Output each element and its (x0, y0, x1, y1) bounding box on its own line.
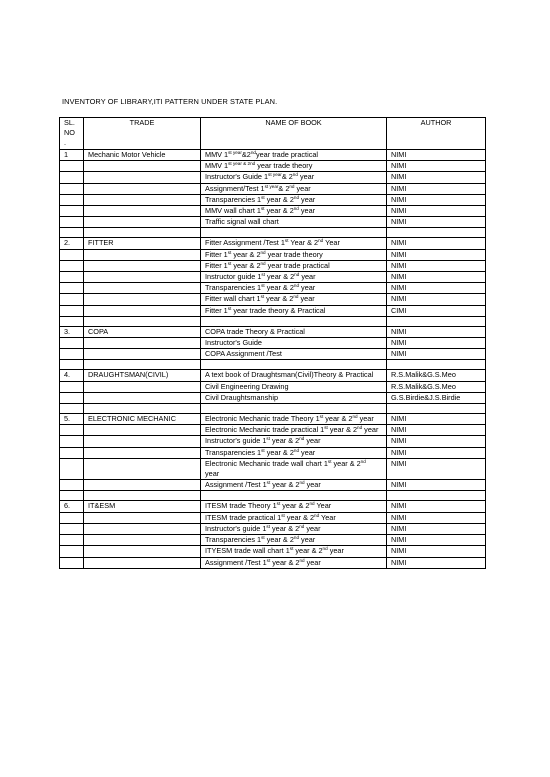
sl-no-cell (60, 260, 84, 271)
table-row (60, 458, 486, 479)
book-name-cell: ITESM trade Theory 1st year & 2nd Year (201, 501, 387, 512)
author-cell: NIMI (387, 217, 486, 228)
author-cell: NIMI (387, 194, 486, 205)
ordinal-superscript: st (227, 260, 232, 266)
trade-cell (84, 447, 201, 458)
sl-no-cell (60, 194, 84, 205)
book-name-cell: Transparencies 1st year & 2nd year (201, 194, 387, 205)
book-name-cell: Transparencies 1st year & 2nd year (201, 535, 387, 546)
spacer-cell (387, 360, 486, 370)
trade-cell (84, 557, 201, 568)
sl-no-cell (60, 283, 84, 294)
sl-no-cell (60, 523, 84, 534)
sl-no-cell (60, 381, 84, 392)
spacer-cell (84, 228, 201, 238)
ordinal-superscript: nd (360, 458, 366, 464)
spacer-cell (387, 404, 486, 414)
table-row (60, 546, 486, 557)
author-cell: CIMI (387, 305, 486, 316)
sl-no-cell (60, 272, 84, 283)
ordinal-superscript: nd (250, 150, 256, 155)
book-name-cell: Assignment /Test 1st year & 2nd year (201, 557, 387, 568)
header-author: AUTHOR (387, 118, 486, 150)
trade-cell (84, 260, 201, 271)
table-row (60, 150, 486, 161)
sl-no-cell (60, 480, 84, 491)
ordinal-superscript: nd (260, 260, 266, 266)
ordinal-superscript: st (327, 458, 332, 464)
ordinal-superscript: st year (228, 150, 242, 155)
ordinal-superscript: st year & 2nd (228, 161, 256, 167)
book-name-cell: MMV $1^{st year}\&2ndyear$ trade practical (201, 150, 387, 161)
sl-no-cell (60, 217, 84, 228)
trade-cell: ELECTRONIC MECHANIC (84, 414, 201, 425)
sl-no-cell (60, 447, 84, 458)
sl-no-cell (60, 535, 84, 546)
book-name-cell: Fitter wall chart 1st year & 2nd year (201, 294, 387, 305)
sl-no-cell (60, 249, 84, 260)
table-row (60, 272, 486, 283)
author-cell: NIMI (387, 523, 486, 534)
ordinal-superscript: st year (268, 172, 282, 178)
trade-cell (84, 305, 201, 316)
sl-no-cell (60, 392, 84, 403)
spacer-cell (60, 491, 84, 501)
table-row (60, 447, 486, 458)
trade-cell (84, 172, 201, 183)
spacer-cell (387, 491, 486, 501)
ordinal-superscript: nd (299, 557, 305, 563)
trade-cell (84, 349, 201, 360)
table-row (60, 238, 486, 249)
spacer-row (60, 491, 486, 501)
page-title: INVENTORY OF LIBRARY,ITI PATTERN UNDER STATE PLAN. (62, 97, 278, 106)
sl-no-cell (60, 172, 84, 183)
sl-no-cell (60, 557, 84, 568)
book-name-cell: ITESM trade practical 1st year & 2nd Year (201, 512, 387, 523)
author-cell: R.S.Malik&G.S.Meo (387, 381, 486, 392)
sl-no-cell: 5. (60, 414, 84, 425)
ordinal-superscript: st (227, 305, 232, 311)
trade-cell (84, 381, 201, 392)
sl-no-cell (60, 206, 84, 217)
book-name-cell: Instructor's Guide (201, 338, 387, 349)
ordinal-superscript: st (227, 249, 232, 255)
book-name-cell: Instructor's guide 1st year & 2nd year (201, 436, 387, 447)
trade-cell (84, 294, 201, 305)
table-row (60, 512, 486, 523)
table-row (60, 194, 486, 205)
table-row (60, 249, 486, 260)
author-cell: R.S.Malik&G.S.Meo (387, 370, 486, 381)
table-row (60, 326, 486, 337)
author-cell: NIMI (387, 294, 486, 305)
spacer-cell (387, 228, 486, 238)
book-name-cell: Transparencies 1st year & 2nd year (201, 283, 387, 294)
sl-no-cell: 1 (60, 150, 84, 161)
author-cell: NIMI (387, 349, 486, 360)
ordinal-superscript: st (284, 238, 289, 244)
header-trade: TRADE (84, 118, 201, 150)
book-name-cell: Transparencies 1st year & 2nd year (201, 447, 387, 458)
table-row (60, 338, 486, 349)
inventory-table (59, 117, 486, 569)
author-cell: NIMI (387, 206, 486, 217)
ordinal-superscript: st (276, 501, 281, 507)
trade-cell (84, 458, 201, 479)
author-cell: NIMI (387, 436, 486, 447)
ordinal-superscript: st (266, 480, 271, 486)
author-cell: NIMI (387, 272, 486, 283)
author-cell: G.S.Birdie&J.S.Birdie (387, 392, 486, 403)
trade-cell: FITTER (84, 238, 201, 249)
book-name-cell: Civil Engineering Drawing (201, 381, 387, 392)
table-row (60, 349, 486, 360)
sl-no-cell (60, 349, 84, 360)
table-row (60, 370, 486, 381)
ordinal-superscript: nd (299, 480, 305, 486)
sl-no-cell (60, 161, 84, 172)
author-cell: NIMI (387, 326, 486, 337)
ordinal-superscript: st year (264, 183, 279, 189)
table-row (60, 294, 486, 305)
trade-cell (84, 272, 201, 283)
sl-no-cell: 3. (60, 326, 84, 337)
trade-cell (84, 512, 201, 523)
book-name-cell: Instructor's guide 1st year & 2nd year (201, 523, 387, 534)
table-row (60, 501, 486, 512)
author-cell: NIMI (387, 535, 486, 546)
author-cell: NIMI (387, 512, 486, 523)
trade-cell: IT&ESM (84, 501, 201, 512)
table-row (60, 381, 486, 392)
ordinal-superscript: st (266, 436, 270, 442)
spacer-cell (60, 228, 84, 238)
book-name-cell: Civil Draughtsmanship (201, 392, 387, 403)
spacer-cell (60, 360, 84, 370)
trade-cell (84, 206, 201, 217)
trade-cell (84, 183, 201, 194)
author-cell: NIMI (387, 458, 486, 479)
author-cell: NIMI (387, 260, 486, 271)
ordinal-superscript: st (324, 425, 328, 431)
ordinal-superscript: st (261, 272, 265, 278)
book-name-cell: Fitter Assignment /Test 1st Year & 2nd Year (201, 238, 387, 249)
spacer-cell (60, 404, 84, 414)
spacer-cell (84, 491, 201, 501)
ordinal-superscript: nd (293, 294, 299, 300)
header-name-of-book: NAME OF BOOK (201, 118, 387, 150)
author-cell: NIMI (387, 557, 486, 568)
sl-no-cell (60, 425, 84, 436)
table-row (60, 161, 486, 172)
sl-no-cell: 2. (60, 238, 84, 249)
ordinal-superscript: st (261, 535, 265, 541)
ordinal-superscript: st (266, 523, 270, 529)
table-body (60, 150, 486, 569)
table-row (60, 425, 486, 436)
spacer-cell (201, 360, 387, 370)
table-row (60, 557, 486, 568)
trade-cell (84, 392, 201, 403)
table-row (60, 217, 486, 228)
author-cell: NIMI (387, 338, 486, 349)
table-row (60, 480, 486, 491)
table-row (60, 436, 486, 447)
book-name-cell: MMV $1^{st year \& 2nd}$ year trade theory (201, 161, 387, 172)
trade-cell (84, 480, 201, 491)
ordinal-superscript: st (261, 283, 265, 289)
book-name-cell: A text book of Draughtsman(Civil)Theory & Practical (201, 370, 387, 381)
spacer-cell (201, 404, 387, 414)
trade-cell (84, 249, 201, 260)
book-name-cell: Fitter 1st year & 2nd year trade practical (201, 260, 387, 271)
author-cell: NIMI (387, 238, 486, 249)
ordinal-superscript: nd (294, 272, 300, 278)
sl-no-cell (60, 436, 84, 447)
book-name-cell: Electronic Mechanic trade practical 1st year & 2nd year (201, 425, 387, 436)
book-name-cell: Fitter 1st year trade theory & Practical (201, 305, 387, 316)
trade-cell: COPA (84, 326, 201, 337)
ordinal-superscript: nd (293, 194, 300, 200)
sl-no-cell: 6. (60, 501, 84, 512)
trade-cell (84, 217, 201, 228)
trade-cell (84, 194, 201, 205)
ordinal-superscript: st (260, 206, 265, 212)
book-name-cell: Fitter 1st year & 2nd year trade theory (201, 249, 387, 260)
author-cell: NIMI (387, 283, 486, 294)
sl-no-cell (60, 338, 84, 349)
book-name-cell: ITYESM trade wall chart 1st year & 2nd year (201, 546, 387, 557)
table-row (60, 183, 486, 194)
book-name-cell: Electronic Mechanic trade wall chart 1st year & 2nd year (201, 458, 387, 479)
spacer-row (60, 360, 486, 370)
trade-cell (84, 161, 201, 172)
author-cell: NIMI (387, 172, 486, 183)
spacer-row (60, 404, 486, 414)
author-cell: NIMI (387, 447, 486, 458)
ordinal-superscript: nd (299, 523, 305, 529)
spacer-row (60, 316, 486, 326)
ordinal-superscript: nd (293, 283, 300, 289)
book-name-cell: Traffic signal wall chart (201, 217, 387, 228)
ordinal-superscript: st (260, 294, 265, 300)
table-row (60, 260, 486, 271)
trade-cell: DRAUGHTSMAN(CIVIL) (84, 370, 201, 381)
spacer-cell (387, 316, 486, 326)
ordinal-superscript: nd (292, 172, 298, 178)
ordinal-superscript: nd (289, 183, 295, 189)
ordinal-superscript: nd (314, 512, 320, 518)
author-cell: NIMI (387, 161, 486, 172)
trade-cell (84, 436, 201, 447)
spacer-cell (84, 404, 201, 414)
ordinal-superscript: nd (357, 425, 363, 431)
ordinal-superscript: st (289, 546, 294, 552)
table-row (60, 305, 486, 316)
trade-cell (84, 425, 201, 436)
trade-cell: Mechanic Motor Vehicle (84, 150, 201, 161)
table-row (60, 414, 486, 425)
book-name-cell: COPA Assignment /Test (201, 349, 387, 360)
spacer-cell (84, 360, 201, 370)
spacer-cell (201, 316, 387, 326)
book-name-cell: MMV wall chart 1st year & 2nd year (201, 206, 387, 217)
book-name-cell: Assignment/Test $1^{st year}\&$ 2nd year (201, 183, 387, 194)
ordinal-superscript: nd (322, 546, 328, 552)
sl-no-cell (60, 458, 84, 479)
author-cell: NIMI (387, 546, 486, 557)
spacer-cell (60, 316, 84, 326)
sl-no-cell (60, 183, 84, 194)
book-name-cell: Electronic Mechanic trade Theory 1st year & 2nd year (201, 414, 387, 425)
trade-cell (84, 523, 201, 534)
ordinal-superscript: nd (293, 535, 300, 541)
sl-no-cell: 4. (60, 370, 84, 381)
ordinal-superscript: st (319, 414, 324, 420)
book-name-cell: Instructor guide 1st year & 2nd year (201, 272, 387, 283)
sl-no-cell (60, 512, 84, 523)
book-name-cell: Assignment /Test 1st year & 2nd year (201, 480, 387, 491)
spacer-cell (201, 228, 387, 238)
trade-cell (84, 283, 201, 294)
spacer-row (60, 228, 486, 238)
table-row (60, 206, 486, 217)
table-row (60, 392, 486, 403)
spacer-cell (201, 491, 387, 501)
ordinal-superscript: nd (293, 447, 300, 453)
table-row (60, 283, 486, 294)
ordinal-superscript: nd (299, 436, 305, 442)
author-cell: NIMI (387, 150, 486, 161)
author-cell: NIMI (387, 414, 486, 425)
sl-no-cell (60, 294, 84, 305)
ordinal-superscript: nd (352, 414, 358, 420)
book-name-cell: COPA trade Theory & Practical (201, 326, 387, 337)
ordinal-superscript: st (266, 557, 271, 563)
spacer-cell (84, 316, 201, 326)
ordinal-superscript: nd (309, 501, 315, 507)
ordinal-superscript: st (281, 512, 285, 518)
table-row (60, 535, 486, 546)
ordinal-superscript: nd (318, 238, 324, 244)
header-sl-no: SL. NO . (60, 118, 84, 150)
trade-cell (84, 338, 201, 349)
author-cell: NIMI (387, 501, 486, 512)
trade-cell (84, 535, 201, 546)
ordinal-superscript: nd (260, 249, 266, 255)
ordinal-superscript: nd (293, 206, 299, 212)
table-header-row (60, 118, 486, 150)
table-row (60, 523, 486, 534)
author-cell: NIMI (387, 425, 486, 436)
author-cell: NIMI (387, 183, 486, 194)
trade-cell (84, 546, 201, 557)
book-name-cell: Instructor's Guide $1^{st year}\&$ 2nd year (201, 172, 387, 183)
sl-no-cell (60, 305, 84, 316)
ordinal-superscript: st (261, 447, 265, 453)
author-cell: NIMI (387, 480, 486, 491)
author-cell: NIMI (387, 249, 486, 260)
table-row (60, 172, 486, 183)
ordinal-superscript: st (261, 194, 265, 200)
sl-no-cell (60, 546, 84, 557)
